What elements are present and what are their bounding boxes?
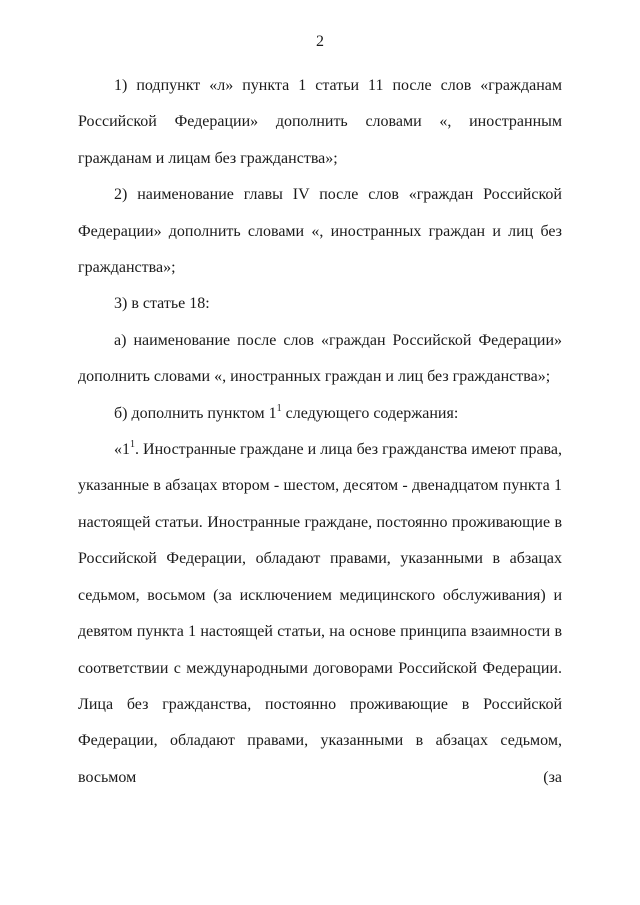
paragraph-item-b <box>78 396 562 432</box>
paragraph-point-1-1 <box>78 432 562 796</box>
document-body <box>78 68 562 796</box>
point-1-1-text-after: . Иностранные граждане и лица без гражданства имеют права, указанные в абзацах втором - шестом, десятом - двенадцатом пункта 1 настоящей статьи. Иностранные граждане, постоянно проживающие в Российской Федерации, обладают правами, указанными в абзацах седьмом, восьмом (за исключением медицинского обслуживания) и девятом пункта 1 настоящей статьи, на основе принципа взаимности в соответствии с международными договорами Российской Федерации. Лица без гражданства, постоянно проживающие в Российской Федерации, обладают правами, указанными в абзацах седьмом, восьмом (за <box>78 441 562 786</box>
paragraph-article-18: 3) в статье 18: <box>114 295 210 313</box>
point-1-1-superscript: 1 <box>130 439 135 451</box>
point-1-1-text-before: «1 <box>114 441 130 459</box>
page-number: 2 <box>316 33 324 50</box>
paragraph-subitem-l: 1) подпункт «л» пункта 1 статьи 11 после слов «гражданам Российской Федерации» дополнить словами «, иностранным гражданам и лицам без гражданства»; <box>78 77 562 167</box>
item-b-text-before: б) дополнить пунктом 1 <box>114 404 277 422</box>
paragraph-chapter-iv-title: 2) наименование главы IV после слов «граждан Российской Федерации» дополнить словами «, иностранных граждан и лиц без гражданства»; <box>78 186 562 277</box>
paragraph-item-a: а) наименование после слов «граждан Российской Федерации» дополнить словами «, иностранных граждан и лиц без гражданства»; <box>78 331 562 386</box>
item-b-superscript: 1 <box>276 402 282 414</box>
item-b-text-after: следующего содержания: <box>281 404 459 422</box>
